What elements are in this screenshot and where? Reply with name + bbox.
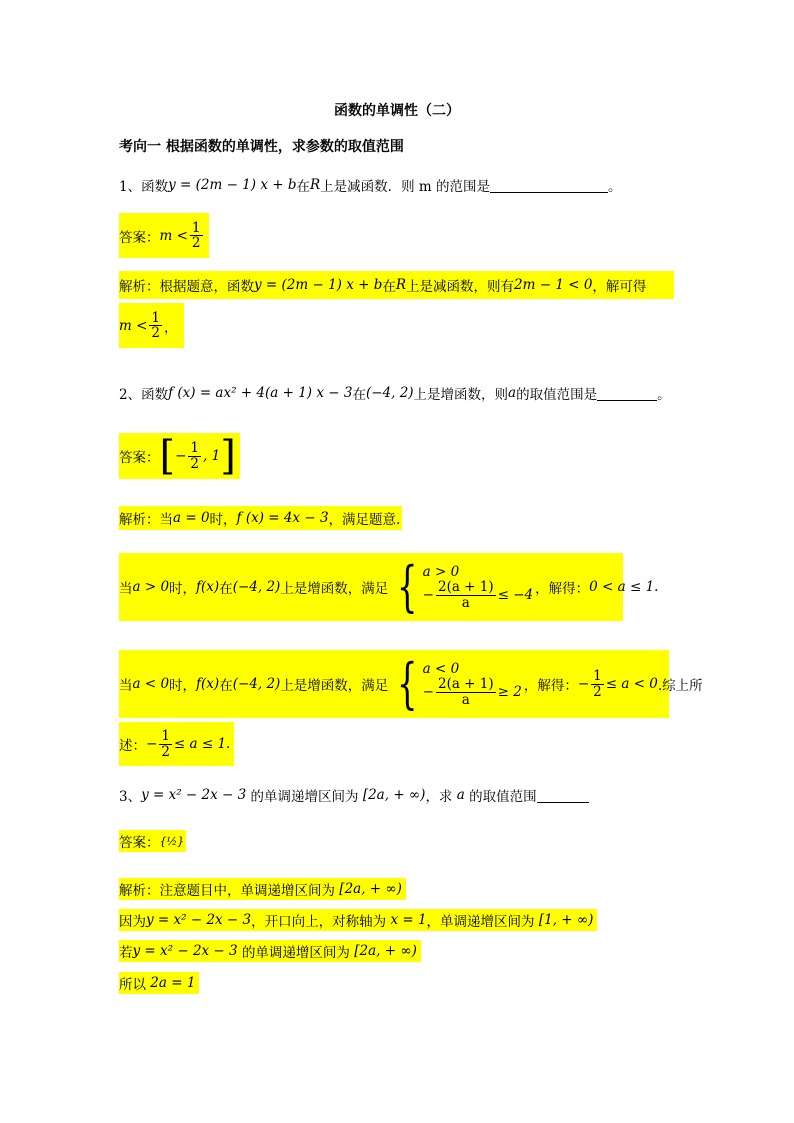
system-minus: − — [422, 587, 434, 603]
q2-text-4: 的取值范围是 — [516, 387, 598, 403]
q3-l4-eq: 2a = 1 — [150, 975, 196, 991]
q2-l4-fraction — [159, 729, 172, 758]
q2-l2-cond: a > 0 — [132, 579, 170, 595]
q3-explanation-line-2 — [119, 909, 597, 931]
q2-l2-interval: (−4, 2) — [232, 579, 281, 595]
q3-explanation-line-4 — [119, 972, 199, 994]
q2-l2-d: 上是增函数，满足 — [280, 581, 389, 597]
q3-answer-label: 答案： — [119, 835, 160, 851]
q1-text-3: 上是减函数．则 m 的范围是 — [320, 179, 491, 195]
q2-explanation-line-2 — [119, 553, 659, 621]
q2-l3-d: 上是增函数，满足 — [280, 678, 389, 694]
fraction-numerator: 1 — [190, 440, 200, 457]
q2-l3-interval: (−4, 2) — [232, 676, 281, 692]
brace-icon: { — [397, 555, 418, 618]
fraction-numerator: 1 — [161, 728, 170, 745]
q2-l4-relation: ≤ a ≤ 1. — [173, 736, 231, 752]
q1-answer-blank — [490, 178, 608, 193]
fraction-denominator: 2 — [190, 455, 200, 472]
q2-answer-label: 答案： — [119, 450, 160, 466]
fraction-denominator: 2 — [151, 325, 160, 341]
q3-equation: y = x² − 2x − 3 — [141, 787, 247, 803]
system-relation: ≤ −4 — [497, 587, 534, 603]
q2-l4-minus: − — [146, 736, 158, 752]
q3-l2-eq: y = x² − 2x − 3 — [146, 912, 252, 928]
q1-exp-d: ，解可得 — [592, 279, 647, 295]
fraction-denominator: a — [461, 691, 470, 708]
q2-answer — [119, 433, 240, 479]
q3-l4-a: 所以 — [119, 977, 146, 993]
q3-l1-text: 解析：注意题目中，单调递增区间为 — [119, 883, 335, 899]
q2-l3-res-fraction — [591, 669, 604, 698]
system-line-2 — [423, 580, 533, 609]
q3-explanation-line-3 — [119, 940, 421, 962]
q3-l2-c: ，单调递增区间为 — [426, 914, 535, 930]
q2-l2-f: f(x) — [196, 579, 220, 595]
q2-answer-rest: , 1 — [203, 448, 221, 464]
question-1 — [119, 175, 622, 195]
q2-l2-b: 时， — [169, 581, 197, 597]
q3-l2-b: ，开口向上，对称轴为 — [251, 914, 387, 930]
system-line-1: a > 0 — [422, 564, 460, 581]
q3-l3-b: 的单调递增区间为 — [241, 945, 350, 961]
q2-l3-res-minus: − — [577, 676, 590, 692]
q1-equation: y = (2m − 1) x + b — [168, 177, 297, 193]
q3-text-2: ，求 — [425, 789, 453, 805]
fraction-numerator: 1 — [191, 219, 201, 236]
q1-exp-c: 上是减函数，则有 — [406, 279, 515, 295]
q1-answer-fraction — [190, 221, 203, 250]
q3-text-1: 的单调递增区间为 — [250, 789, 359, 805]
q2-l3-e: ，解得： — [523, 678, 578, 694]
q2-l3-b: 时， — [169, 678, 197, 694]
q2-l3-cond: a < 0 — [132, 676, 170, 692]
q2-text-3: 上是增函数，则 — [413, 387, 509, 403]
q2-interval: (−4, 2) — [365, 385, 414, 401]
q1-exp-end: ， — [164, 319, 178, 336]
q1-exp-inequality: 2m − 1 < 0 — [514, 277, 593, 293]
fraction-numerator: 2(a + 1) — [437, 676, 494, 693]
q2-explanation-line-4 — [119, 722, 234, 766]
question-2 — [119, 383, 671, 403]
q1-exp-R: R — [395, 277, 407, 293]
left-bracket: [ — [159, 433, 176, 479]
fraction-denominator: a — [461, 594, 470, 611]
q3-l3-a: 若 — [119, 945, 133, 961]
q1-exp-m: m < — [119, 317, 148, 334]
q2-l1-b: 时， — [209, 512, 237, 528]
q2-l2-e: ，解得： — [535, 581, 590, 597]
q2-l1-f: f (x) = 4x − 3 — [236, 510, 329, 526]
system-fraction — [436, 580, 496, 609]
fraction-numerator: 2(a + 1) — [437, 579, 494, 596]
q1-explanation-line-2 — [119, 303, 184, 348]
q2-end: 。 — [657, 387, 671, 403]
q2-explanation-line-1 — [119, 506, 402, 530]
q1-explanation-line-1 — [119, 271, 674, 299]
q2-l2-a: 当 — [119, 581, 133, 597]
system-line-2 — [423, 677, 522, 706]
q3-l1-interval: [2a, + ∞) — [339, 881, 402, 897]
q2-l1-c: ，满足题意. — [328, 512, 401, 528]
q2-l1-a: 解析：当 — [119, 512, 173, 528]
q2-l2-result: 0 < a ≤ 1. — [589, 579, 659, 595]
q1-exp-equation: y = (2m − 1) x + b — [254, 277, 383, 293]
q2-l2-c: 在 — [219, 581, 233, 597]
q2-l3-res-relation: ≤ a < 0 — [605, 676, 658, 692]
q2-number: 2、 — [119, 387, 142, 403]
q1-exp-a: 解析：根据题意，函数 — [119, 279, 254, 295]
q1-answer — [119, 213, 209, 258]
q3-l3-eq: y = x² − 2x − 3 — [132, 943, 238, 959]
q1-end: 。 — [608, 179, 622, 195]
q3-l2-axis: x = 1 — [390, 912, 427, 928]
q3-answer — [119, 830, 186, 852]
q3-answer-blank — [537, 788, 589, 803]
q1-text-1: 函数 — [141, 179, 169, 195]
q1-set-R: R — [309, 177, 321, 193]
q2-variable-a: a — [508, 385, 517, 401]
q1-text-2: 在 — [296, 179, 310, 195]
q3-variable-a: a — [456, 787, 465, 803]
fraction-denominator: 2 — [191, 235, 201, 251]
q2-l3-a: 当 — [119, 678, 133, 694]
q1-exp-fraction — [149, 311, 162, 340]
q3-number: 3、 — [119, 789, 142, 805]
q3-answer-value: {½} — [159, 834, 185, 848]
system-minus: − — [422, 684, 434, 700]
fraction-numerator: 1 — [593, 668, 602, 685]
right-bracket: ] — [220, 433, 236, 479]
brace-icon: { — [397, 652, 418, 715]
system-fraction — [436, 677, 496, 706]
q2-l1-eq: a = 0 — [173, 510, 210, 526]
q2-answer-fraction — [188, 441, 201, 470]
q3-l2-interval: [1, + ∞) — [538, 912, 594, 928]
q2-l4-a: 述： — [119, 738, 146, 754]
q3-explanation-line-1 — [119, 878, 406, 900]
system-relation: ≥ 2 — [497, 684, 522, 700]
fraction-denominator: 2 — [161, 743, 170, 760]
q2-explanation-line-3 — [119, 650, 703, 718]
q1-exp-b: 在 — [382, 279, 396, 295]
q2-text-1: 函数 — [141, 387, 169, 403]
q1-answer-label: 答案： — [119, 229, 160, 246]
q2-answer-minus: − — [175, 448, 187, 464]
fraction-denominator: 2 — [593, 683, 602, 700]
section-heading: 考向一 根据函数的单调性，求参数的取值范围 — [119, 139, 404, 155]
q2-text-2: 在 — [352, 387, 366, 403]
q2-answer-blank — [597, 386, 657, 401]
q3-l3-interval: [2a, + ∞) — [354, 943, 417, 959]
q2-l3-c: 在 — [219, 678, 233, 694]
q3-text-3: 的取值范围 — [469, 789, 537, 805]
system-line-1: a < 0 — [422, 661, 460, 678]
q1-answer-m: m < — [159, 227, 188, 244]
q2-equation: f (x) = ax² + 4(a + 1) x − 3 — [168, 385, 353, 401]
fraction-numerator: 1 — [151, 309, 160, 326]
q2-l2-system — [390, 555, 534, 618]
q1-number: 1、 — [119, 179, 142, 195]
q2-l3-f: f(x) — [196, 676, 220, 692]
q3-l2-a: 因为 — [119, 914, 146, 930]
q2-l3-f2: .综上所 — [657, 678, 703, 694]
question-3 — [119, 785, 589, 805]
q2-l3-system — [390, 652, 522, 715]
page-title: 函数的单调性（二） — [334, 103, 460, 119]
q3-interval: [2a, + ∞) — [362, 787, 426, 803]
